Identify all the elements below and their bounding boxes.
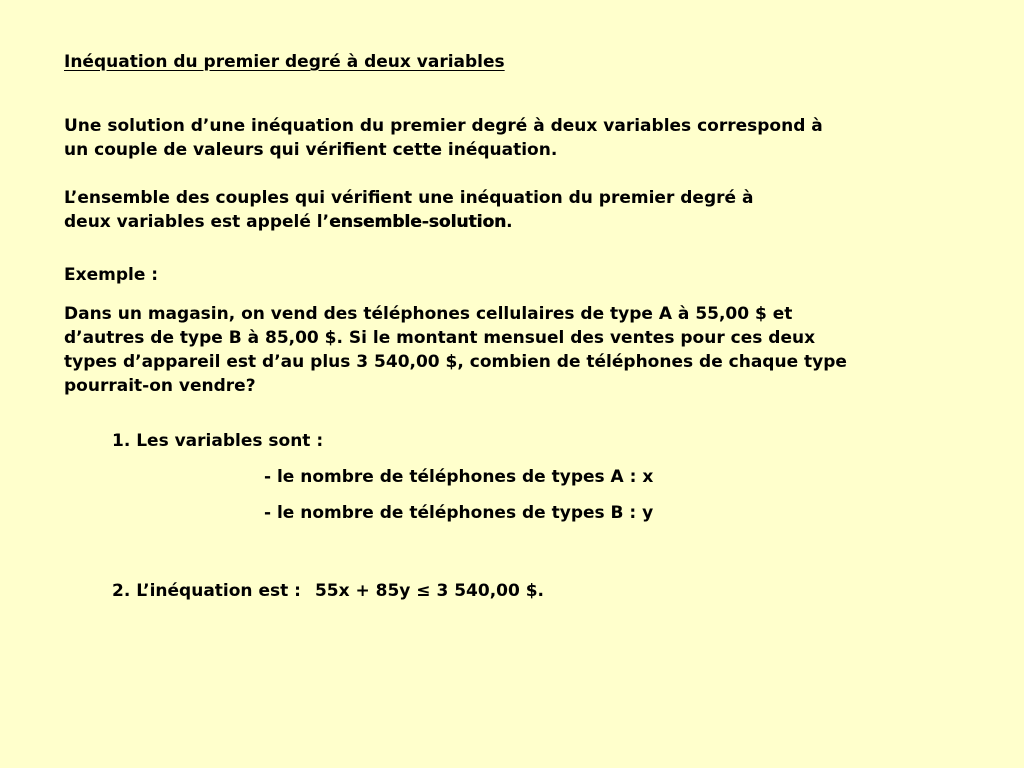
problem-paragraph bbox=[64, 302, 847, 398]
solution-set-paragraph bbox=[64, 186, 753, 234]
variable-b: - le nombre de téléphones de types B : y bbox=[264, 503, 654, 523]
inequation-label: 2. L’inéquation est : bbox=[112, 581, 301, 601]
step-2-inequation bbox=[112, 579, 544, 603]
solution-set-prefix: deux variables est appelé l’ bbox=[64, 212, 330, 232]
inequation-formula: 55x + 85y ≤ 3 540,00 $. bbox=[314, 581, 545, 601]
solution-set-line-2 bbox=[64, 210, 753, 234]
variable-a: - le nombre de téléphones de types A : x bbox=[264, 467, 654, 487]
definition-line-2: un couple de valeurs qui vérifient cette inéquation. bbox=[64, 140, 558, 160]
step-1-variables: 1. Les variables sont : bbox=[112, 431, 324, 451]
problem-line-1: Dans un magasin, on vend des téléphones cellulaires de type A à 55,00 $ et bbox=[64, 304, 793, 324]
problem-line-4: pourrait-on vendre? bbox=[64, 376, 256, 396]
example-label: Exemple : bbox=[64, 265, 159, 285]
solution-set-suffix: . bbox=[506, 212, 513, 232]
solution-set-term: ensemble-solution bbox=[329, 212, 507, 232]
solution-set-line-1: L’ensemble des couples qui vérifient une inéquation du premier degré à bbox=[64, 188, 754, 208]
definition-paragraph bbox=[64, 114, 823, 162]
problem-line-2: d’autres de type B à 85,00 $. Si le montant mensuel des ventes pour ces deux bbox=[64, 328, 816, 348]
slide-title: Inéquation du premier degré à deux variables bbox=[64, 52, 505, 72]
definition-line-1: Une solution d’une inéquation du premier degré à deux variables correspond à bbox=[64, 116, 823, 136]
problem-line-3: types d’appareil est d’au plus 3 540,00 $, combien de téléphones de chaque type bbox=[64, 352, 847, 372]
